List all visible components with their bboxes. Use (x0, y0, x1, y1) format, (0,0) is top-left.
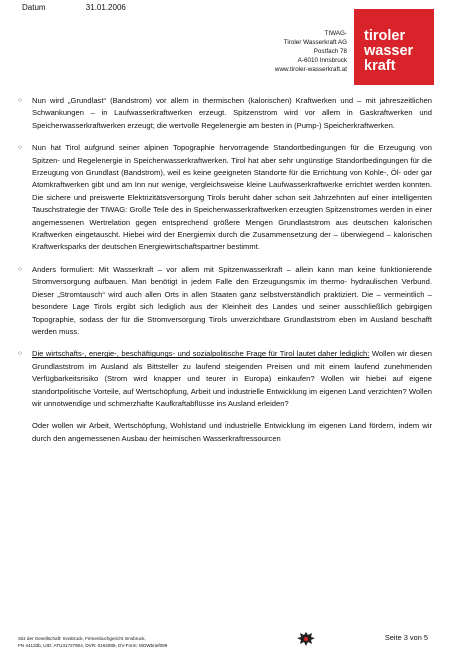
footer-line: Sitz der Gesellschaft: Innsbruck, Firmenbuchgericht Innsbruck, (18, 636, 146, 641)
sender-website: www.tiroler-wasserkraft.at (274, 66, 347, 73)
underlined-question: Die wirtschafts-, energie-, beschäftigungs- und sozialpolitische Frage für Tirol lautet daher lediglich: (32, 349, 370, 359)
paragraph-text: Anders formuliert: Mit Wasserkraft – vor allem mit Spitzenwasserkraft – allein kann man keine funktionierende Stromversorgung aufbauen. Man benötigt in jedem Falle den Erzeugungsmix im thermo- hydraulischen Verbund. Dieser „Stromtausch“ wird auch allen Orts in allen Staaten ganz selbstverständlich praktiziert. Die – vermeintlich – besondere Lage Tirols ergibt sich lediglich aus der Kleinheit des Landes und seiner ausschließlich gebirgigen Topographie, sodass der für die Stromversorgung Tirols unverzichtbare Grundlaststrom eben im Ausland beschafft werden muss. (32, 264, 432, 336)
date-value: 31.01.2006 (85, 3, 126, 12)
page-number: Seite 3 von 5 (384, 633, 428, 642)
logo-line: tiroler (364, 28, 406, 44)
sender-line: TIWAG- (324, 30, 347, 37)
bullet-paragraph (18, 348, 432, 410)
sender-line: Postfach 78 (313, 48, 347, 55)
paragraph-continuation: Wollen wir diesen Grundlaststrom im Ausland als Bittsteller zu laufend steigenden Preisen und mit einem laufend zunehmenden Verfügbarkeitsrisiko (Strom wird knapper und teurer in Europa) einkaufen? Wollen wir hiebei auf eigene standortpolitische Vorteile, auf Wertschöpfung, Arbeit und industrielle Entwicklung im eigenen Land verzichten? Wollen wir unnotwendige und schmerzhafte Kaufkraftabflüsse ins Ausland erleiden? (32, 349, 432, 408)
letter-body (18, 95, 432, 445)
bullet-paragraph (18, 95, 432, 132)
sender-line: Tiroler Wasserkraft AG (283, 39, 347, 46)
tyrolean-eagle-crest-icon (296, 630, 316, 648)
date-label: Datum (22, 3, 46, 12)
closing-paragraph: Oder wollen wir Arbeit, Wertschöpfung, Wohlstand und industrielle Entwicklung im eigenen Land fördern, indem wir durch den angemessenen Ausbau der heimischen Wasserkraftressourcen (32, 421, 432, 443)
paragraph-text: Nun wird „Grundlast“ (Bandstrom) vor allem in thermischen (kalorischen) Kraftwerken und – mit jahreszeitlichen Schwankungen – in Laufwasserkraftwerken erzeugt. Spitzenstrom wird vor allem in Gaskraftwerken und Speicherwasserkraftwerken erzeugt; die wertvolle Regelenergie am besten in (Pump-) Speicherkraftwerken. (32, 96, 432, 130)
bullet-icon: ○ (18, 265, 22, 273)
bullet-paragraph (18, 264, 432, 338)
sender-line: A-6010 Innsbruck (297, 57, 347, 64)
logo-line: kraft (364, 58, 396, 74)
sender-address (275, 29, 347, 74)
logo-line: wasser (364, 43, 414, 59)
bullet-icon: ○ (18, 144, 22, 152)
company-registration (18, 635, 167, 649)
footer-line: FN 44133b, UID: ATU31727904, DVR: 0164089, DV-Form: MOWbrief099 (18, 643, 168, 648)
bullet-icon: ○ (18, 97, 22, 104)
paragraph-text (32, 348, 432, 410)
bullet-paragraph (18, 142, 432, 254)
company-logo (354, 9, 434, 85)
bullet-icon: ○ (18, 350, 22, 358)
date-line (22, 3, 126, 12)
paragraph-text: Nun hat Tirol aufgrund seiner alpinen Topographie hervorragende Standortbedingungen für die Erzeugung von Spitzen- und Regelenergie in Speicherwasserkraftwerken. Tirol hat aber sehr ungünstige Standortbedingungen für die Erzeugung von Grundlast (Bandstrom), weil es keine geeigneten Standorte für die Errichtung von Kohle-, Öl- oder gar Atomkraftwerken gibt und am Inn nur wenige, vergleichsweise kleine Laufwasserkraftwerke errichtet werden konnten. Die sichere und preiswerte Elektrizitätsversorgung Tirols beruht daher schon seit Jahrzehnten auf einer intelligenten Tauschstrategie der TIWAG: Große Teile des in Speicherwasserkraftwerken erzeugten Spitzenstromes werden in einer angemessenen Wertrelation gegen entsprechend größere Mengen Grundlaststrom aus deutschen kalorischen Kraftwerken eingetauscht. Hiebei wird der Energiemix durch die Zusammensetzung der – überwiegend – kalorischen Kraftwerksparks der deutschen Energiewirtschaftspartner bestimmt. (32, 143, 432, 252)
